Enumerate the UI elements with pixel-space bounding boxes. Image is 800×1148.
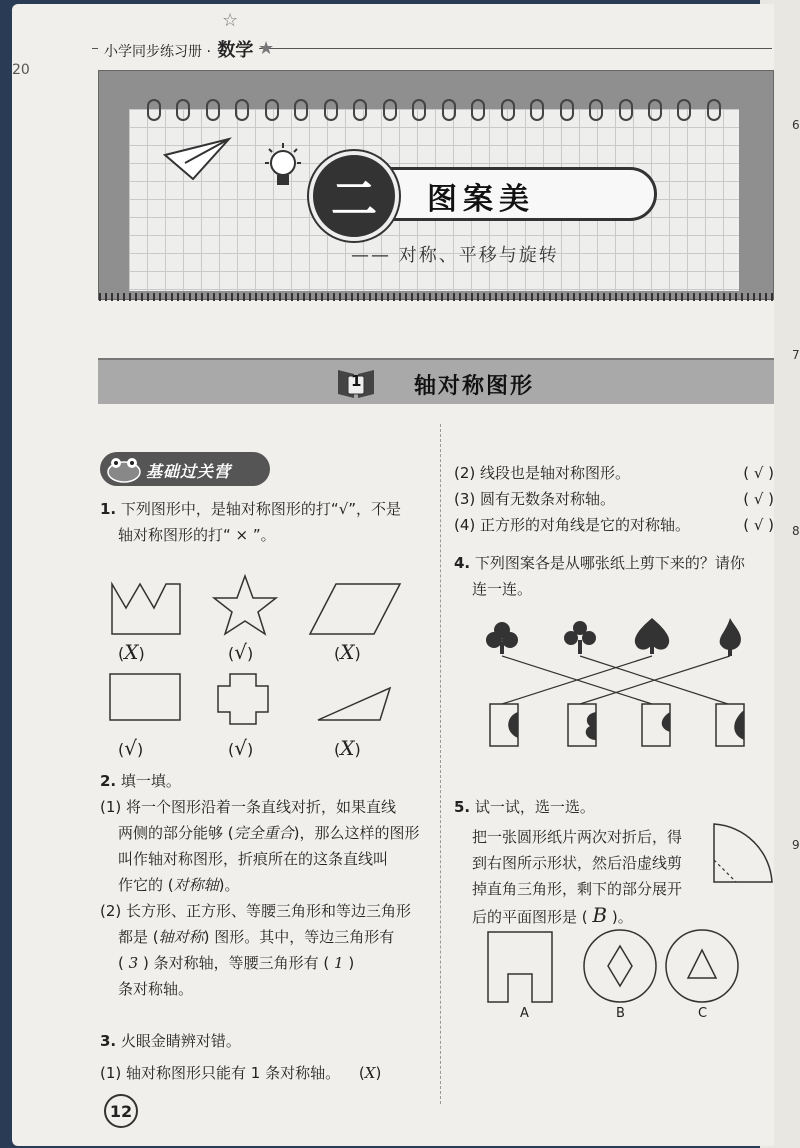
option-b-label: B [616, 1006, 625, 1021]
edge-number: 7 [792, 348, 800, 362]
q5-options [482, 922, 752, 1012]
subject-title: 数学 [217, 40, 254, 61]
q1-answer-4: (√) [118, 736, 144, 760]
chapter-number: 二 [309, 151, 399, 241]
star-icon: ☆ [222, 10, 239, 31]
q1-answer-1: (X) [118, 640, 145, 664]
edge-number: 8 [792, 524, 800, 538]
edge-number: 6 [792, 118, 800, 132]
notebook-rings [129, 99, 739, 123]
parallelogram-shape [310, 584, 400, 634]
option-c-label: C [698, 1006, 708, 1021]
q1-number: 1. [100, 500, 117, 518]
q2-blank-4: 3 [128, 954, 139, 972]
margin-page-number: 20 [12, 62, 30, 78]
option-b-shape [584, 930, 656, 1002]
triangle-shape [318, 688, 390, 720]
quarter-circle-figure [710, 820, 776, 900]
paper-plane-icon [163, 135, 233, 185]
q1-text-2: 轴对称图形的打“ × ”。 [118, 526, 276, 544]
question-3: 3. 火眼金睛辨对错。 (1) 轴对称图形只能有 1 条对称轴。 (X) [100, 1032, 382, 1082]
option-a-shape [488, 932, 552, 1002]
question-3-continued: (2) 线段也是轴对称图形。 ( √ ) (3) 圆有无数条对称轴。 ( √ ) (4) 正方形的对角线是它的对称轴。 ( √ ) [454, 464, 774, 534]
q1-answer-2: (√) [228, 640, 254, 664]
rectangle-shape [110, 674, 180, 720]
chapter-banner [98, 70, 774, 300]
question-1 [100, 496, 430, 548]
tag-label: 基础过关营 [146, 462, 232, 481]
book-title: 小学同步练习册 · [104, 44, 216, 60]
q1-answer-3: (X) [334, 640, 361, 664]
question-2: 2. 填一填。 (1) 将一个图形沿着一条直线对折，如果直线 两侧的部分能够 (完全重合)，那么这样的图形 叫作轴对称图形，折痕所在的这条直线叫 作它的 (对称轴)。 (2) 长方形、正方形、等腰三角形和等边三角形 都是 (轴对称) 图形。其中，等边三角形有 ( 3 ) 条对称轴，等腰三角形有 ( 1 ) 条对称轴。 [100, 772, 420, 998]
crown-shape [112, 584, 180, 634]
section-number: 1 [351, 372, 362, 390]
star-shape [214, 576, 276, 634]
q5-answer: B [592, 903, 608, 927]
q1-shapes [100, 574, 420, 744]
frog-icon [104, 454, 144, 484]
q2-blank-3: 轴对称 [158, 928, 204, 946]
clover-pattern-1 [486, 622, 518, 654]
section-tag [100, 452, 270, 486]
flame-pattern [720, 618, 741, 656]
star-icon: ★ [258, 38, 275, 59]
header-title [98, 36, 259, 62]
q2-blank-5: 1 [334, 954, 344, 972]
edge-number: 9 [792, 838, 800, 852]
q4-matching-figure [482, 608, 772, 758]
q1-answer-5: (√) [228, 736, 254, 760]
cross-shape [218, 674, 268, 724]
chapter-title: 图案美 [427, 182, 535, 217]
question-5: 5. 试一试，选一选。 把一张圆形纸片两次对折后，得 到右图所示形状，然后沿虚线剪 掉直角三角形，剩下的部分展开 后的平面图形是 ( B )。 [454, 798, 683, 927]
chapter-subtitle: —— 对称、平移与旋转 [351, 245, 559, 266]
page-number: 12 [104, 1094, 138, 1128]
section-title: 轴对称图形 [414, 374, 535, 399]
clover-pattern-2 [564, 621, 596, 654]
option-c-shape [666, 930, 738, 1002]
column-divider [440, 424, 441, 1104]
question-4: 4. 下列图案各是从哪张纸上剪下来的？请你 连一连。 [454, 554, 745, 598]
section-header [98, 358, 774, 404]
spade-pattern [635, 618, 669, 654]
option-a-label: A [520, 1006, 529, 1021]
banner-bottom-border [99, 293, 775, 301]
light-bulb-icon [263, 143, 303, 199]
q1-answer-6: (X) [334, 736, 361, 760]
q1-text: 下列图形中，是轴对称图形的打“√”，不是 [120, 500, 402, 518]
q2-blank-2: 对称轴 [173, 876, 219, 894]
workbook-page [12, 4, 774, 1146]
q2-blank-1: 完全重合 [233, 824, 294, 842]
